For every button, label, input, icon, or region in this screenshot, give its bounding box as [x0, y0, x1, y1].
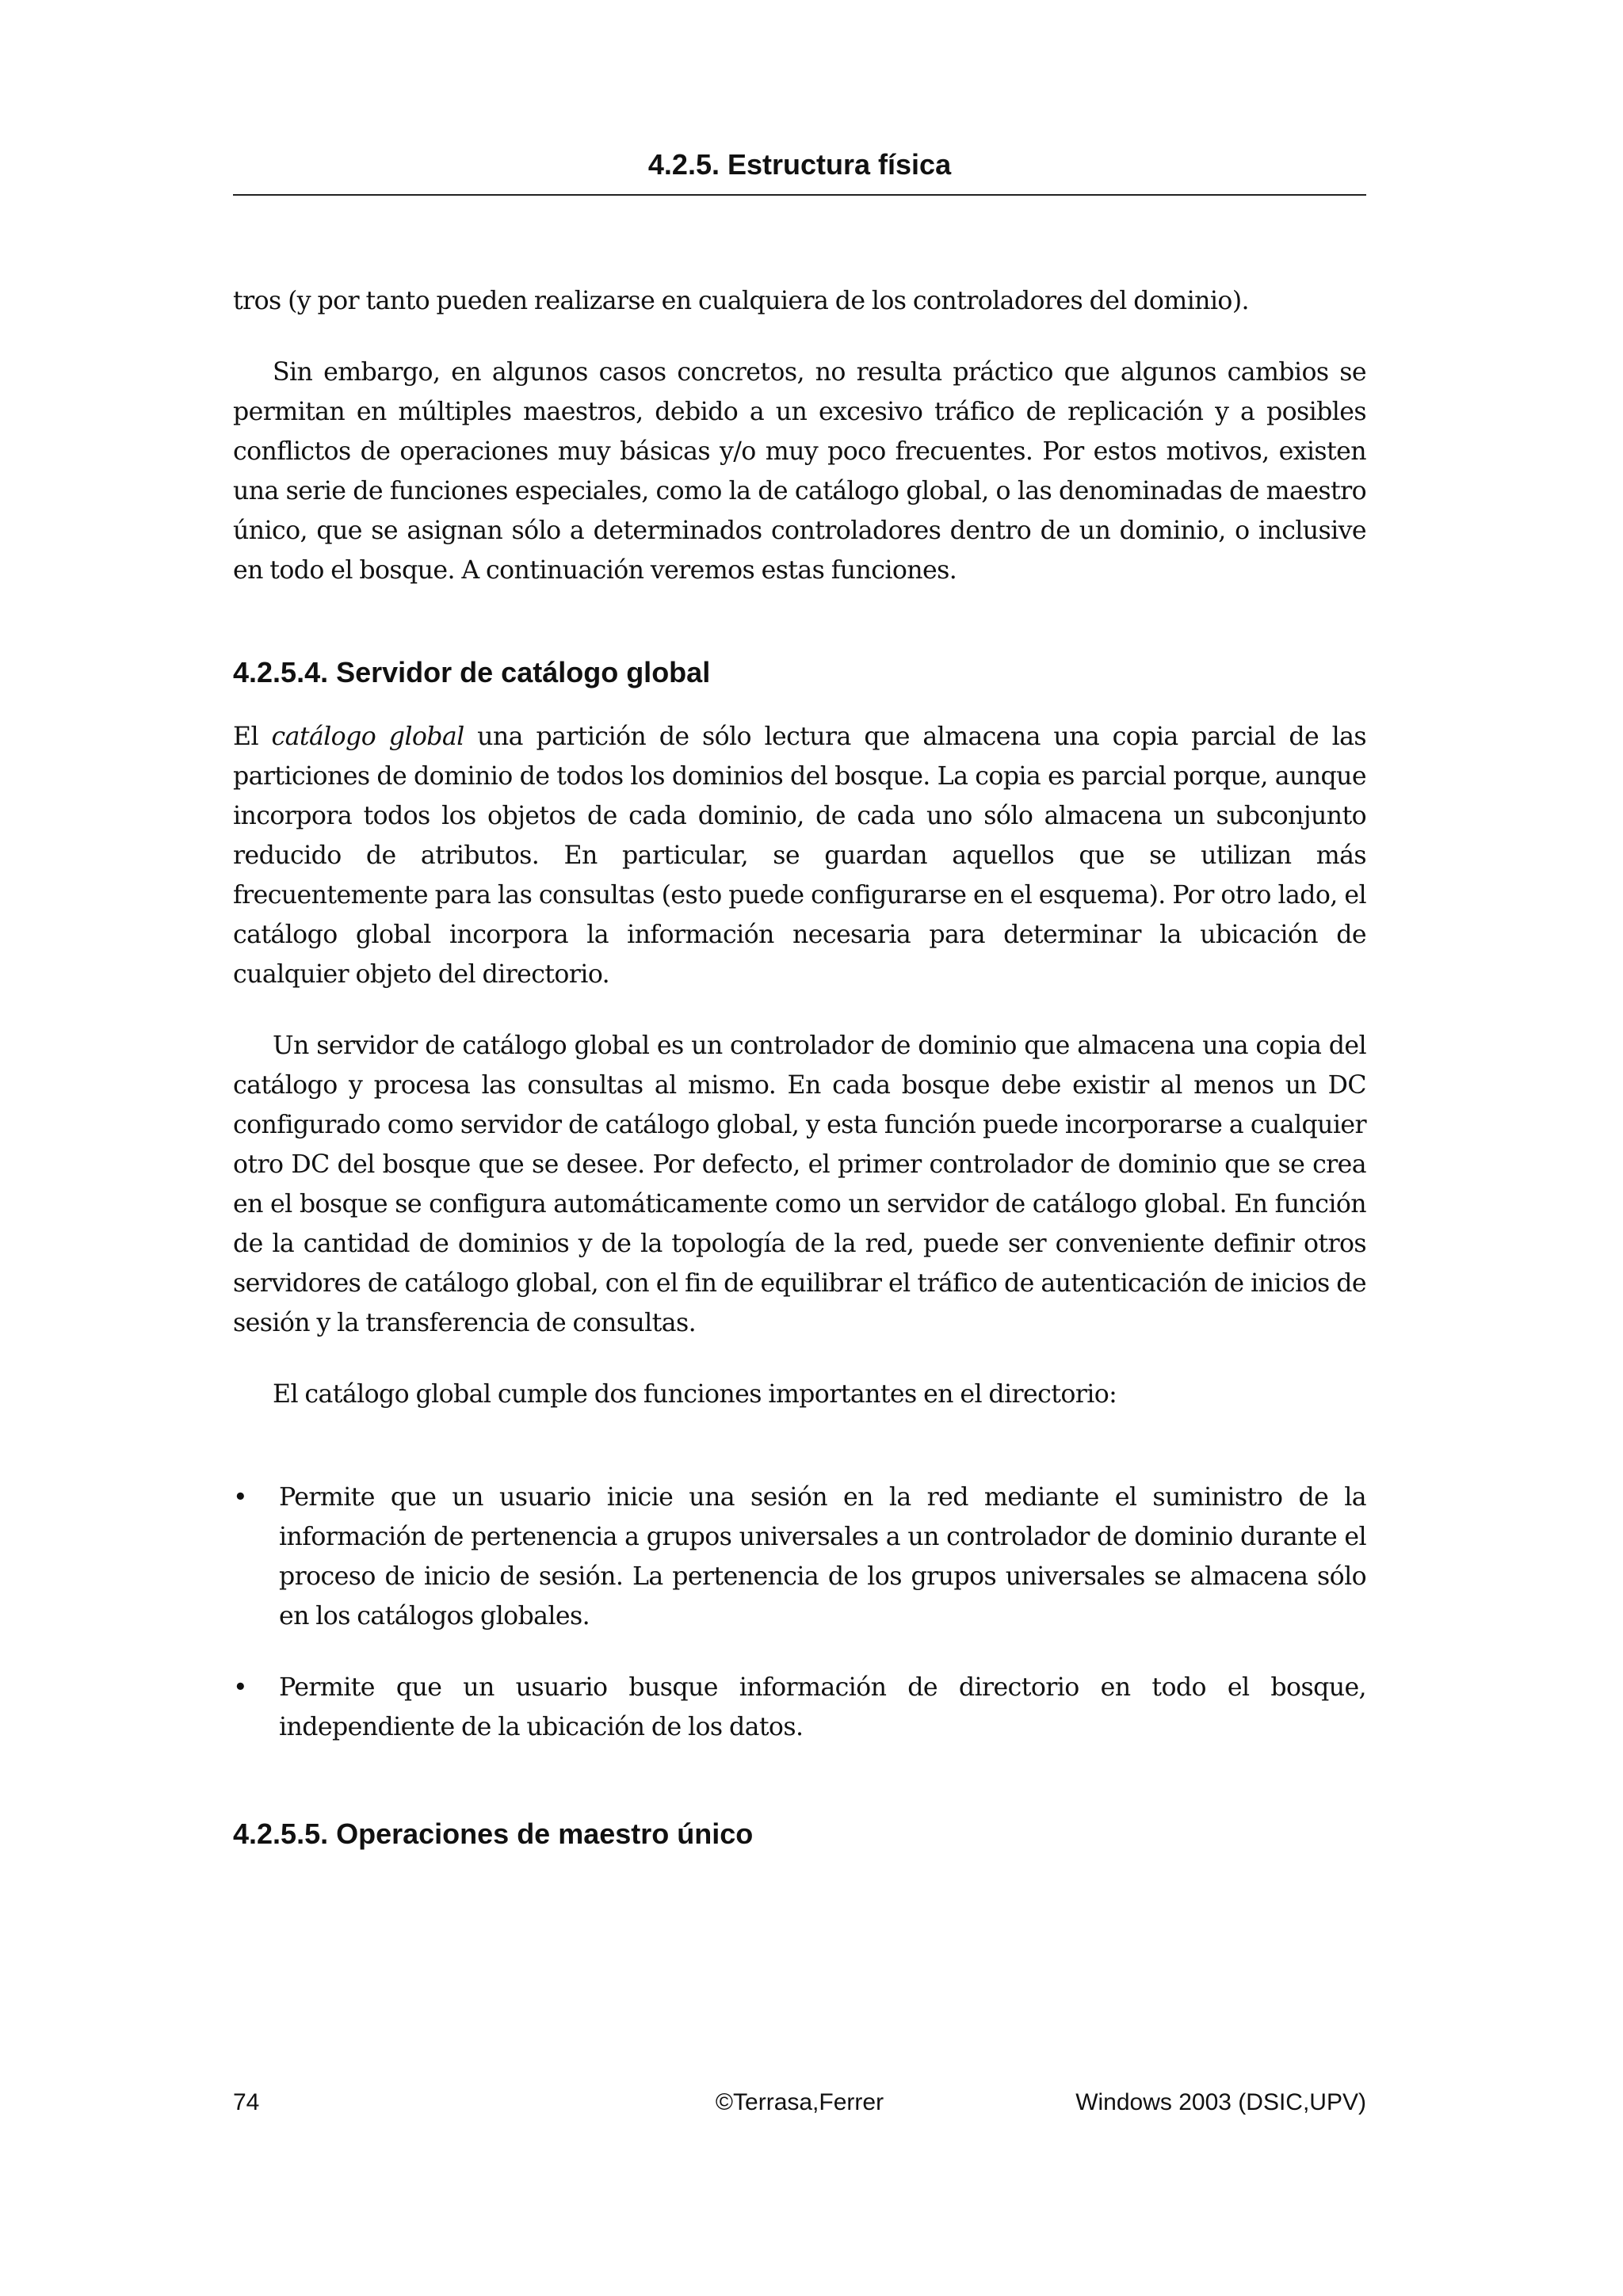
italic-term: catálogo global	[271, 723, 464, 751]
document-page	[233, 0, 1366, 2296]
paragraph-servidor-catalogo: Un servidor de catálogo global es un controlador de dominio que almacena una copia del catálogo y procesa las consultas al mismo. En cada bosque debe existir al menos un DC configurado como servidor de catálogo global, y esta función puede incorporarse a cualquier otro DC del bosque que se desee. Por defecto, el primer controlador de dominio que se crea en el bosque se configura automáticamente como un servidor de catálogo global. En función de la cantidad de dominios y de la topología de la red, puede ser conveniente definir otros servidores de catálogo global, con el fin de equilibrar el tráfico de autenticación de inicios de sesión y la transferencia de consultas.	[233, 1032, 1366, 1337]
running-header-title: 4.2.5. Estructura física	[647, 148, 952, 181]
paragraph-lead: El	[233, 723, 272, 751]
paragraph-catalogo-definition	[233, 717, 1366, 994]
bullet-list	[233, 1478, 1366, 1747]
page-footer	[233, 2085, 1366, 2120]
section-heading-maestro-unico: 4.2.5.5. Operaciones de maestro único	[233, 1817, 754, 1850]
bullet-marker: •	[233, 1483, 248, 1512]
list-item-text: Permite que un usuario busque información de directorio en todo el bosque, independiente de la ubicación de los datos.	[279, 1673, 1366, 1741]
paragraph-funciones-intro: El catálogo global cumple dos funciones importantes en el directorio:	[273, 1380, 1117, 1409]
section-heading-catalogo-global: 4.2.5.4. Servidor de catálogo global	[233, 656, 711, 688]
body-text	[233, 281, 1366, 1852]
footer-page-number: 74	[233, 2089, 260, 2115]
paragraph-rest: una partición de sólo lectura que almacena una copia parcial de las particiones de dominio de todos los dominios del bosque. La copia es parcial porque, aunque incorpora todos los objetos de cada dominio, de cada uno sólo almacena un subconjunto reducido de atributos. En particular, se guardan aquellos que se utilizan más frecuentemente para las consultas (esto puede configurarse en el esquema). Por otro lado, el catálogo global incorpora la información necesaria para determinar la ubicación de cualquier objeto del directorio.	[233, 723, 1366, 989]
list-item	[233, 1478, 1366, 1636]
list-item	[233, 1668, 1366, 1747]
list-item-text: Permite que un usuario inicie una sesión en la red mediante el suministro de la información de pertenencia a grupos universales a un controlador de dominio durante el proceso de inicio de sesión. La pertenencia de los grupos universales se almacena sólo en los catálogos globales.	[279, 1483, 1366, 1630]
paragraph-sin-embargo: Sin embargo, en algunos casos concretos, no resulta práctico que algunos cambios se permitan en múltiples maestros, debido a un excesivo tráfico de replicación y a posibles conflictos de operaciones muy básicas y/o muy poco frecuentes. Por estos motivos, existen una serie de funciones especiales, como la de catálogo global, o las denominadas de maestro único, que se asignan sólo a determinados controladores dentro de un dominio, o inclusive en todo el bosque. A continuación veremos estas funciones.	[233, 358, 1366, 585]
bullet-marker: •	[233, 1673, 248, 1702]
footer-copyright: ©Terrasa,Ferrer	[715, 2089, 884, 2115]
footer-book-title: Windows 2003 (DSIC,UPV)	[1075, 2089, 1366, 2115]
paragraph-continuation: tros (y por tanto pueden realizarse en cualquiera de los controladores del dominio).	[233, 287, 1250, 315]
header-rule	[233, 194, 1366, 196]
